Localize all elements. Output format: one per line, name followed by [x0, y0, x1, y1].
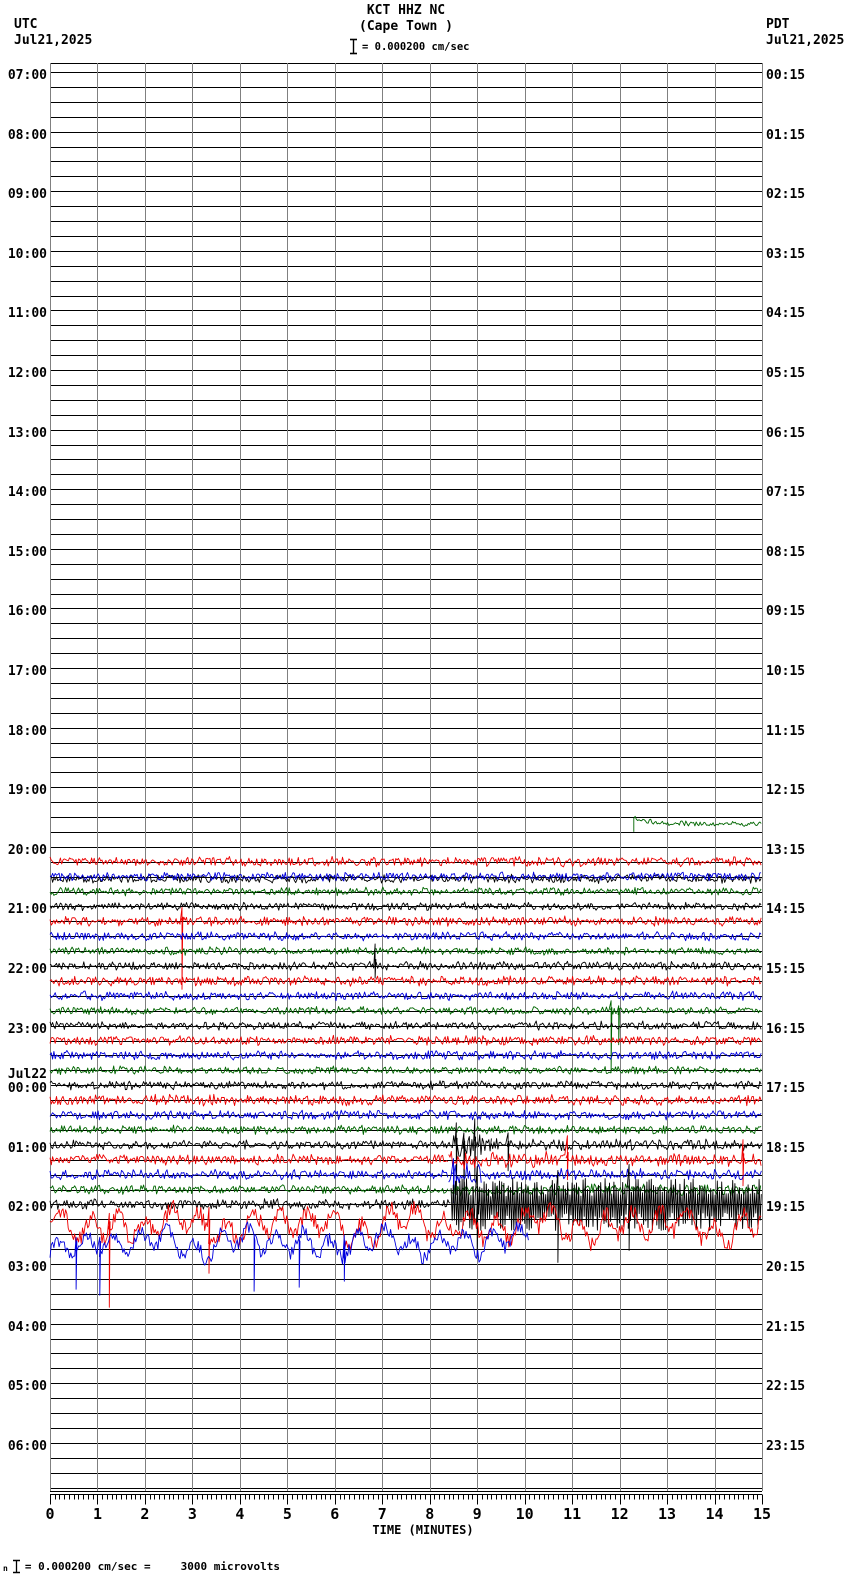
date-change-label: Jul22 [7, 1067, 47, 1083]
pdt-time-label: 19:15 [766, 1200, 806, 1216]
utc-timezone-label: UTC [14, 17, 38, 32]
plot-subtitle: (Cape Town ) [359, 19, 453, 34]
trace-2015-red [50, 856, 761, 867]
scale-label: = 0.000200 cm/sec [362, 41, 470, 53]
pdt-time-label: 17:15 [766, 1081, 806, 1097]
trace-2200-black [50, 944, 761, 978]
pdt-time-label: 07:15 [766, 485, 806, 501]
trace-2230-blue [50, 991, 761, 1001]
x-tick-label: 11 [563, 1505, 582, 1523]
utc-time-label: 12:00 [7, 366, 47, 381]
trace-2045-green [50, 887, 761, 896]
footer-scale-note [3, 1559, 280, 1574]
pdt-time-label: 10:15 [766, 664, 806, 679]
utc-time-label: 00:00 [7, 1081, 47, 1097]
pdt-time-label: 14:15 [766, 902, 806, 918]
x-tick-label: 4 [235, 1505, 245, 1523]
x-axis-label: TIME (MINUTES) [372, 1523, 474, 1537]
utc-time-label: 08:00 [7, 127, 47, 143]
pdt-time-label: 21:15 [766, 1319, 806, 1335]
trace-2300-black [50, 1021, 761, 1030]
pdt-time-label: 23:15 [766, 1438, 806, 1454]
pdt-time-label: 12:15 [766, 783, 806, 799]
x-tick-label: 7 [377, 1505, 387, 1523]
utc-time-label: 04:00 [7, 1319, 47, 1335]
utc-time-label: 20:00 [7, 842, 47, 858]
x-tick-label: 12 [610, 1505, 629, 1523]
x-tick-label: 15 [752, 1505, 772, 1523]
pdt-timezone-label: PDT [766, 17, 790, 32]
scale-indicator [349, 38, 358, 55]
utc-time-label: 14:00 [7, 485, 47, 501]
trace-0130-blue [50, 1159, 761, 1203]
utc-time-label: 13:00 [7, 425, 47, 441]
utc-time-label: 22:00 [7, 962, 47, 977]
utc-time-label: 06:00 [7, 1438, 47, 1454]
pdt-time-label: 16:15 [766, 1021, 806, 1037]
footer-scale-text: = 0.000200 cm/sec = [24, 1560, 151, 1573]
utc-time-label: 16:00 [7, 604, 47, 620]
utc-time-label: 23:00 [7, 1021, 47, 1037]
x-tick-label: 1 [92, 1505, 102, 1523]
trace-1945-green [634, 816, 761, 832]
pdt-time-label: 00:15 [766, 68, 806, 83]
utc-time-label: 18:00 [7, 723, 47, 739]
pdt-time-label: 08:15 [766, 544, 806, 560]
utc-time-label: 15:00 [7, 544, 47, 560]
trace-0215-red [50, 1200, 761, 1307]
trace-2315-red [50, 1035, 761, 1045]
utc-time-label: 07:00 [7, 68, 47, 83]
x-tick-label: 3 [187, 1505, 197, 1523]
pdt-time-label: 02:15 [766, 187, 806, 203]
utc-time-label: 21:00 [7, 902, 47, 918]
pdt-time-label: 11:15 [766, 723, 806, 739]
x-tick-label: 5 [282, 1505, 292, 1523]
scale-ibeam-icon [349, 38, 358, 55]
utc-time-label: 03:00 [7, 1260, 47, 1275]
x-tick-label: 2 [140, 1505, 150, 1523]
plot-title: KCT HHZ NC [366, 3, 446, 18]
utc-time-label: 01:00 [7, 1140, 47, 1156]
pdt-time-label: 09:15 [766, 604, 806, 620]
utc-time-label: 11:00 [7, 306, 47, 322]
x-tick-label: 10 [515, 1505, 534, 1523]
pdt-time-label: 01:15 [766, 127, 806, 143]
x-tick-label: 8 [425, 1505, 435, 1523]
x-tick-label: 6 [330, 1505, 340, 1523]
utc-time-label: 17:00 [7, 664, 47, 679]
pdt-time-label: 20:15 [766, 1260, 806, 1275]
x-tick-label: 9 [472, 1505, 482, 1523]
trace-0045-green [50, 1125, 761, 1134]
pdt-time-label: 05:15 [766, 366, 806, 381]
pdt-time-label: 22:15 [766, 1379, 806, 1395]
utc-time-label: 02:00 [7, 1200, 47, 1216]
pdt-time-label: 18:15 [766, 1140, 806, 1156]
trace-2115-red [50, 907, 761, 989]
pdt-time-label: 04:15 [766, 306, 806, 322]
x-tick-label: 14 [705, 1505, 724, 1523]
utc-time-label: 09:00 [7, 187, 47, 203]
pdt-date: Jul21,2025 [766, 33, 845, 48]
trace-0200-black [50, 1164, 761, 1262]
footer-ibeam-icon [11, 1559, 22, 1574]
utc-date: Jul21,2025 [14, 33, 93, 48]
x-tick-label: 0 [45, 1505, 55, 1523]
pdt-time-label: 15:15 [766, 962, 806, 977]
utc-time-label: 10:00 [7, 246, 47, 262]
x-tick-label: 13 [658, 1505, 677, 1523]
pdt-time-label: 06:15 [766, 425, 806, 441]
utc-time-label: 19:00 [7, 783, 47, 799]
footer-glyph: n [3, 1564, 8, 1573]
utc-time-label: 05:00 [7, 1379, 47, 1395]
footer-microvolts-text: 3000 microvolts [180, 1560, 281, 1573]
pdt-time-label: 13:15 [766, 842, 806, 858]
pdt-time-label: 03:15 [766, 246, 806, 262]
